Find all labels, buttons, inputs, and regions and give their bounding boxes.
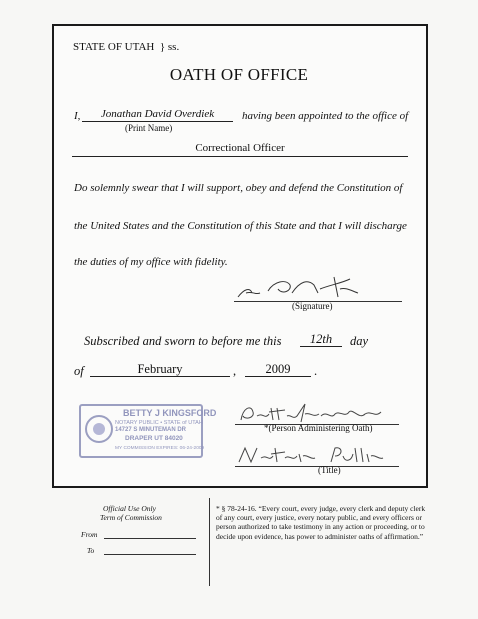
day-field: 12th (300, 332, 342, 347)
stamp-line-2: NOTARY PUBLIC • STATE of UTAH (115, 420, 203, 426)
title-handwriting (235, 442, 399, 468)
title-caption: (Title) (318, 465, 341, 475)
oath-prefix: I, (74, 110, 81, 122)
signature-caption: (Signature) (292, 301, 333, 311)
administrator-caption: *(Person Administering Oath) (264, 423, 373, 433)
stamp-line-3: 14727 S MINUTEMAN DR (115, 427, 187, 433)
sworn-text: Subscribed and sworn to before me this (84, 334, 282, 348)
statute-footnote: * § 78-24-16. “Every court, every judge, every clerk and deputy clerk of any court, every justice, every notary public, and every officers or person authorized to take testimony in any action or proceeding, or to decide upon evidence, has power to administer oaths of affirmation.” (216, 504, 426, 541)
notary-seal-icon (85, 415, 113, 443)
date-period: . (314, 364, 318, 378)
stamp-name: BETTY J KINGSFORD (123, 408, 217, 418)
oath-line-1: Do solemnly swear that I will support, obey and defend the Constitution of (74, 182, 403, 194)
from-label: From (81, 530, 98, 539)
from-blank-line (104, 530, 196, 539)
of-word: of (74, 364, 84, 378)
office-title-field: Correctional Officer (72, 142, 408, 157)
title-signature-line (235, 448, 399, 467)
state-heading: STATE OF UTAH } ss. (73, 41, 180, 53)
oath-line-3: the duties of my office with fidelity. (74, 256, 228, 268)
date-comma: , (233, 364, 237, 378)
year-field: 2009 (245, 362, 311, 377)
document-title: OATH OF OFFICE (169, 65, 309, 84)
print-name-caption: (Print Name) (125, 123, 173, 133)
official-use-heading: Official Use Only (103, 504, 156, 513)
footer-divider (209, 498, 210, 586)
signature-line (234, 283, 402, 302)
stamp-line-4: DRAPER UT 84020 (125, 435, 183, 442)
stamp-line-5: MY COMMISSION EXPIRES: 06-24-2009 (115, 446, 205, 451)
print-name-field: Jonathan David Overdiek (82, 108, 233, 122)
oath-line-2: the United States and the Constitution of this State and that I will discharge (74, 220, 407, 232)
month-field: February (90, 362, 230, 377)
term-of-commission-heading: Term of Commission (100, 513, 162, 522)
administrator-signature-line (235, 404, 399, 425)
to-label: To (87, 546, 95, 555)
day-word: day (350, 334, 369, 348)
to-blank-line (104, 546, 196, 555)
notary-stamp (79, 404, 217, 458)
appointment-text: having been appointed to the office of (242, 110, 409, 122)
handwritten-signature (234, 275, 402, 301)
